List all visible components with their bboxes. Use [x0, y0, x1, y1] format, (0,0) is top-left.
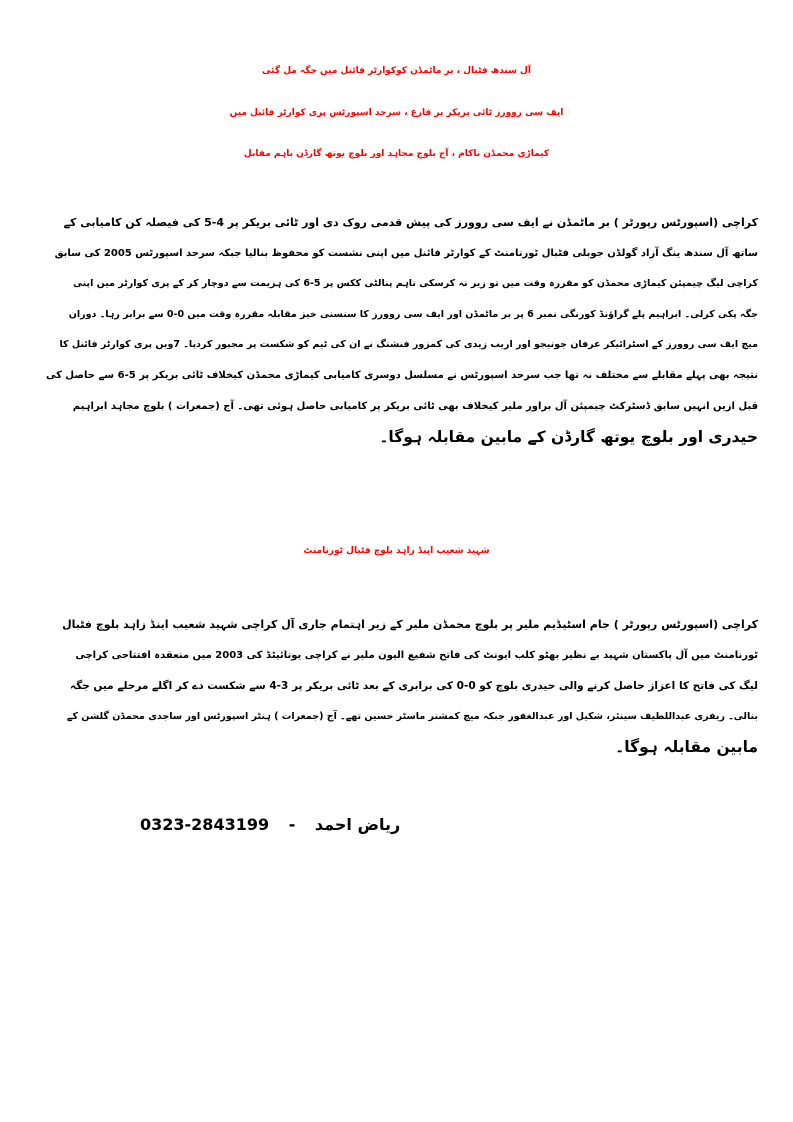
- byline-phone: 0323-2843199: [140, 815, 270, 834]
- byline-separator: -: [288, 815, 296, 834]
- article-2-body: [45, 610, 758, 763]
- article-1-line: جگہ پکی کرلی۔ ابراہیم پلے گراؤنڈ کورنگی نمبر 6 پر بر ماٹمڈن اور ایف سی روورز کا سنسنی خیز مقابلہ مقررہ وقت میں 0-0 سے برابر رہا۔ دوران: [68, 308, 758, 320]
- article-2-line: کراچی (اسپورٹس رپورٹر ) جام اسٹیڈیم ملیر پر بلوچ محمڈن ملیر کے زیر اہتمام جاری آل کراچی شہید شعیب اینڈ زاہد بلوچ فٹبال: [62, 618, 758, 631]
- article-1-line: کراچی (اسپورٹس رپورٹر ) بر ماٹمڈن نے ایف سی روورز کی پیش قدمی روک دی اور ٹائی بریکر پر 4-5 کی فیصلہ کن کامیابی کے: [63, 216, 758, 229]
- article-1-body: [45, 208, 758, 453]
- article-1-line: ساتھ آل سندھ ینگ آزاد گولڈن جوبلی فٹبال ٹورنامنٹ کے کوارٹر فائنل میں اپنی نشست کو محفوظ بنالیا جبکہ سرحد اسپورٹس 2005 کی سابق: [54, 247, 758, 259]
- article-2-line: بنالی۔ ریفری عبداللطیف سینئر، شکیل اور عبدالغفور جبکہ میچ کمشنر ماسٹر حسین تھے۔ آج (جمعرات ) ہنٹر اسپورٹس اور ساجدی محمڈن گلشن کے: [66, 710, 758, 722]
- headline-line-1: آل سندھ فٹبال ، بر ماٹمڈن کوکوارٹر فائنل میں جگہ مل گئی: [262, 66, 531, 76]
- article-1-line: میچ ایف سی روورز کے اسٹرائیکر عرفان جونیجو اور اریب زیدی کی کمزور فنشنگ نے ان کی ٹیم کو شکست پر مجبور کردیا۔ 7ویں پری کوارٹر فائنل کا: [59, 339, 758, 351]
- headline-line-2: ایف سی روورز ٹائی بریکر پر فارغ ، سرحد اسپورٹس پری کوارٹر فائنل میں: [229, 108, 564, 118]
- article-2-line: لیگ کی فاتح کا اعزاز حاصل کرنے والی حیدری بلوچ کو 0-0 کی برابری کے بعد ٹائی بریکر پر 3-4 سے شکست دے کر اگلے مرحلے میں جگہ: [69, 680, 758, 693]
- article-2-line: مابین مقابلہ ہوگا۔: [615, 738, 758, 757]
- article-1-line: کراچی لیگ چیمپئن کیماڑی محمڈن کو مقررہ وقت میں تو زیر نہ کرسکی تاہم پنالٹی ککس پر 5-6 کی ہزیمت سے دوچار کر کے پری کوارٹر میں اپنی: [73, 278, 758, 290]
- byline: [140, 815, 414, 834]
- headline-line-3: کیماڑی محمڈن ناکام ، آج بلوچ مجاہد اور بلوچ یوتھ گارڈن باہم مقابل: [243, 149, 550, 159]
- byline-author: ریاض احمد: [314, 815, 401, 834]
- article-1-line: حیدری اور بلوچ یوتھ گارڈن کے مابین مقابلہ ہوگا۔: [379, 428, 758, 447]
- article-1-line: قبل ازیں انہیں سابق ڈسٹرکٹ چیمپئن آل براور ملیر کیخلاف بھی ٹائی بریکر پر کامیابی حاصل ہوئی تھی۔ آج (جمعرات ) بلوچ مجاہد ابراہیم: [72, 400, 758, 412]
- article-2-line: ٹورنامنٹ میں آل پاکستان شہید بے نظیر بھٹو کلب ایونٹ کی فاتح شفیع الیون ملیر نے کراچی یونائیٹڈ کی 2003 میں منعقدہ افتتاحی کراچی: [75, 649, 758, 661]
- article-1-line: نتیجہ بھی پہلے مقابلے سے مختلف نہ تھا جب سرحد اسپورٹس نے مسلسل دوسری کامیابی کیماڑی محمڈن کیخلاف ٹائی بریکر پر 5-6 سے حاصل کی: [46, 369, 758, 381]
- subheading: شہید شعیب اینڈ زاہد بلوچ فٹبال ٹورنامنٹ: [303, 546, 490, 556]
